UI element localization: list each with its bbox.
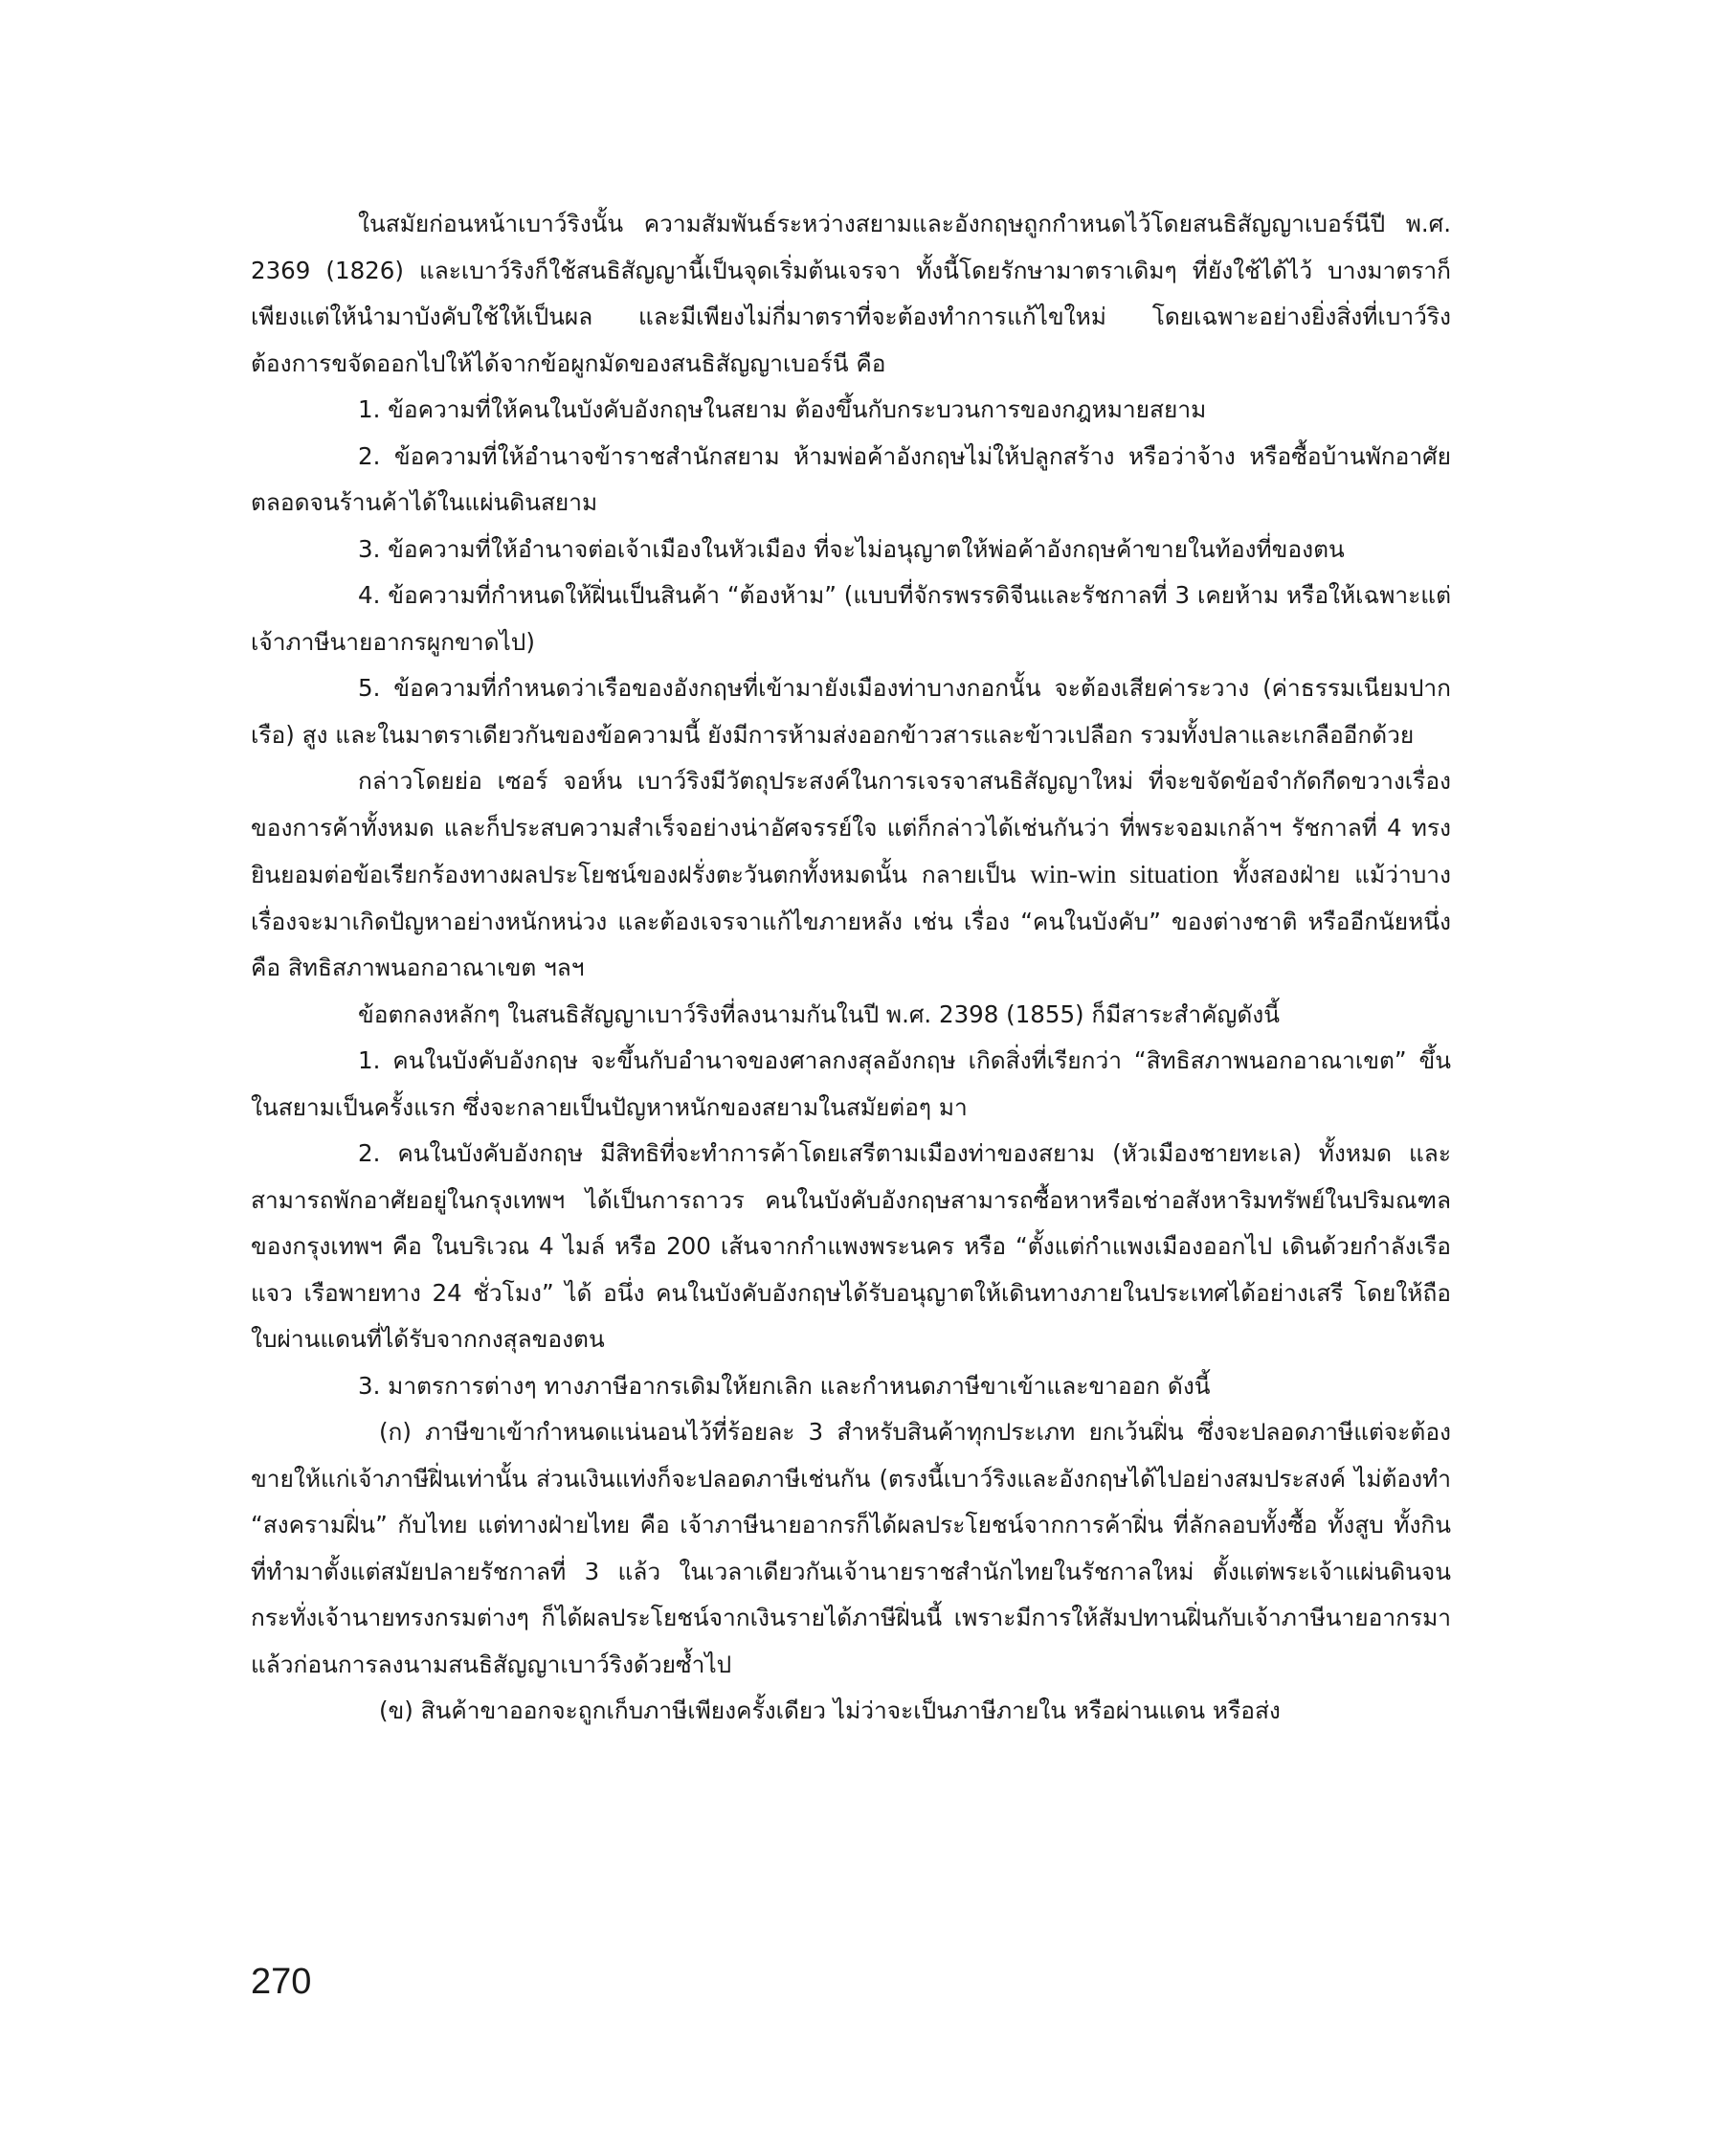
paragraph-intro: ในสมัยก่อนหน้าเบาว์ริงนั้น ความสัมพันธ์ระหว่างสยามและอังกฤษถูกกำหนดไว้โดยสนธิสัญญาเบอร์นีปี พ.ศ. 2369 (1826) และเบาว์ริงก็ใช้สนธิสัญญานี้เป็นจุดเริ่มต้นเจรจา ทั้งนี้โดยรักษามาตราเดิมๆ ที่ยังใช้ได้ไว้ บางมาตราก็เพียงแต่ให้นำมาบังคับใช้ให้เป็นผล และมีเพียงไม่กี่มาตราที่จะต้องทำการแก้ไขใหม่ โดยเฉพาะอย่างยิ่งสิ่งที่เบาว์ริงต้องการขจัดออกไปให้ได้จากข้อผูกมัดของสนธิสัญญาเบอร์นี คือ: [251, 210, 1451, 377]
list-item-bowring-1: 1. คนในบังคับอังกฤษ จะขึ้นกับอำนาจของศาลกงสุลอังกฤษ เกิดสิ่งที่เรียกว่า “สิทธิสภาพนอกอาณาเขต” ขึ้นในสยามเป็นครั้งแรก ซึ่งจะกลายเป็นปัญหาหนักของสยามในสมัยต่อๆ มา: [251, 1046, 1451, 1121]
paragraph-summary: [251, 758, 1451, 992]
list-item-burney-2: 2. ข้อความที่ให้อำนาจข้าราชสำนักสยาม ห้ามพ่อค้าอังกฤษไม่ให้ปลูกสร้าง หรือว่าจ้าง หรือซื้อบ้านพักอาศัย ตลอดจนร้านค้าได้ในแผ่นดินสยาม: [251, 441, 1451, 516]
page-number: 270: [251, 1962, 312, 2002]
summary-latin-phrase: win-win situation: [1030, 860, 1219, 888]
list-item-bowring-3: 3. มาตรการต่างๆ ทางภาษีอากรเดิมให้ยกเลิก และกำหนดภาษีขาเข้าและขาออก ดังนี้: [358, 1371, 1211, 1400]
summary-text-before: กล่าวโดยย่อ เซอร์ จอห์น เบาว์ริงมีวัตถุประสงค์ในการเจรจาสนธิสัญญาใหม่ ที่จะขจัดข้อจำกัดกีดขวางเรื่องของการค้าทั้งหมด และก็ประสบความสำเร็จอย่างน่าอัศจรรย์ใจ แต่ก็กล่าวได้เช่นกันว่า ที่พระจอมเกล้าฯ รัชกาลที่ 4 ทรงยินยอมต่อข้อเรียกร้องทางผลประโยชน์ของฝรั่งตะวันตกทั้งหมดนั้น กลายเป็น: [251, 767, 1451, 888]
paragraph-bowring-terms: ข้อตกลงหลักๆ ในสนธิสัญญาเบาว์ริงที่ลงนามกันในปี พ.ศ. 2398 (1855) ก็มีสาระสำคัญดังนี้: [358, 999, 1281, 1028]
list-item-burney-4: 4. ข้อความที่กำหนดให้ฝิ่นเป็นสินค้า “ต้องห้าม” (แบบที่จักรพรรดิจีนและรัชกาลที่ 3 เคยห้าม หรือให้เฉพาะแต่เจ้าภาษีนายอากรผูกขาดไป): [251, 581, 1451, 656]
list-item-bowring-2: 2. คนในบังคับอังกฤษ มีสิทธิที่จะทำการค้าโดยเสรีตามเมืองท่าของสยาม (หัวเมืองชายทะเล) ทั้งหมด และสามารถพักอาศัยอยู่ในกรุงเทพฯ ได้เป็นการถาวร คนในบังคับอังกฤษสามารถซื้อหาหรือเช่าอสังหาริมทรัพย์ในปริมณฑลของกรุงเทพฯ คือ ในบริเวณ 4 ไมล์ หรือ 200 เส้นจากกำแพงพระนคร หรือ “ตั้งแต่กำแพงเมืองออกไป เดินด้วยกำลังเรือแจว เรือพายทาง 24 ชั่วโมง” ได้ อนึ่ง คนในบังคับอังกฤษได้รับอนุญาตให้เดินทางภายในประเทศได้อย่างเสรี โดยให้ถือใบผ่านแดนที่ได้รับจากกงสุลของตน: [251, 1139, 1451, 1353]
list-item-burney-3: 3. ข้อความที่ให้อำนาจต่อเจ้าเมืองในหัวเมือง ที่จะไม่อนุญาตให้พ่อค้าอังกฤษค้าขายในท้องที่ของตน: [358, 534, 1345, 563]
list-item-burney-5: 5. ข้อความที่กำหนดว่าเรือของอังกฤษที่เข้ามายังเมืองท่าบางกอกนั้น จะต้องเสียค่าระวาง (ค่าธรรมเนียมปากเรือ) สูง และในมาตราเดียวกันของข้อความนี้ ยังมีการห้ามส่งออกข้าวสารและข้าวเปลือก รวมทั้งปลาและเกลืออีกด้วย: [251, 674, 1451, 749]
body-text: [251, 201, 1451, 1735]
sub-item-ko: (ก) ภาษีขาเข้ากำหนดแน่นอนไว้ที่ร้อยละ 3 สำหรับสินค้าทุกประเภท ยกเว้นฝิ่น ซึ่งจะปลอดภาษีแต่จะต้องขายให้แก่เจ้าภาษีฝิ่นเท่านั้น ส่วนเงินแท่งก็จะปลอดภาษีเช่นกัน (ตรงนี้เบาว์ริงและอังกฤษได้ไปอย่างสมประสงค์ ไม่ต้องทำ “สงครามฝิ่น” กับไทย แต่ทางฝ่ายไทย คือ เจ้าภาษีนายอากรก็ได้ผลประโยชน์จากการค้าฝิ่น ที่ลักลอบทั้งซื้อ ทั้งสูบ ทั้งกิน ที่ทำมาตั้งแต่สมัยปลายรัชกาลที่ 3 แล้ว ในเวลาเดียวกันเจ้านายราชสำนักไทยในรัชกาลใหม่ ตั้งแต่พระเจ้าแผ่นดินจนกระทั่งเจ้านายทรงกรมต่างๆ ก็ได้ผลประโยชน์จากเงินรายได้ภาษีฝิ่นนี้ เพราะมีการให้สัมปทานฝิ่นกับเจ้าภาษีนายอากรมาแล้วก่อนการลงนามสนธิสัญญาเบาว์ริงด้วยซ้ำไป: [251, 1418, 1451, 1678]
summary-text-after: ทั้งสองฝ่าย แม้ว่าบางเรื่องจะมาเกิดปัญหาอย่างหนักหน่วง และต้องเจรจาแก้ไขภายหลัง เช่น เรื่อง “คนในบังคับ” ของต่างชาติ หรืออีกนัยหนึ่ง คือ สิทธิสภาพนอกอาณาเขต ฯลฯ: [251, 861, 1451, 981]
list-item-burney-1: 1. ข้อความที่ให้คนในบังคับอังกฤษในสยาม ต้องขึ้นกับกระบวนการของกฎหมายสยาม: [358, 395, 1207, 423]
sub-item-kho: (ข) สินค้าขาออกจะถูกเก็บภาษีเพียงครั้งเดียว ไม่ว่าจะเป็นภาษีภายใน หรือผ่านแดน หรือส่ง: [379, 1696, 1281, 1724]
